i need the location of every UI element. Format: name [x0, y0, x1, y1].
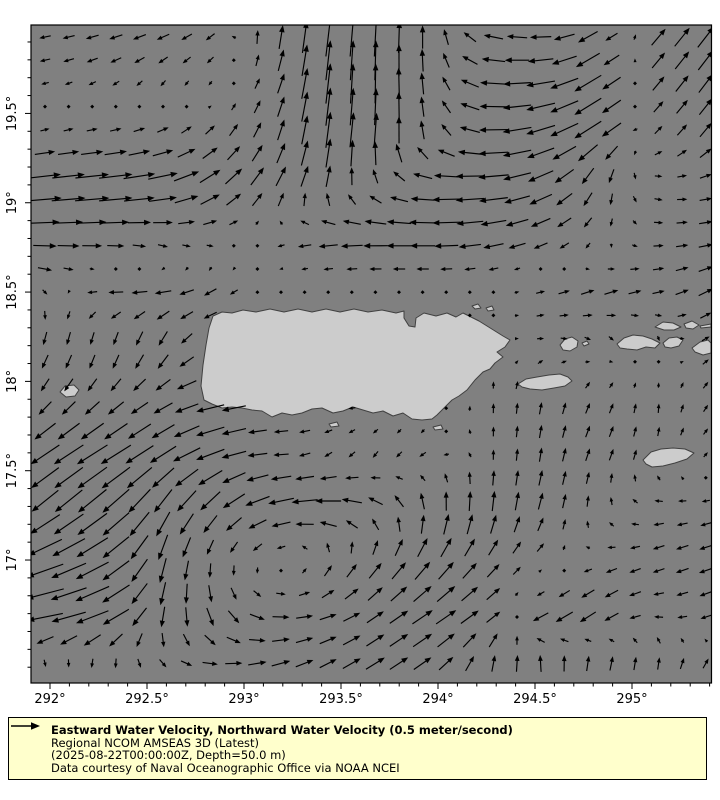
- velocity-arrow: [468, 268, 475, 269]
- y-tick-label: 17°: [5, 548, 20, 572]
- velocity-arrow: [516, 407, 517, 414]
- legend-credit: Data courtesy of Naval Oceanographic Office via NOAA NCEI: [51, 760, 400, 775]
- velocity-arrow: [91, 292, 97, 293]
- y-axis: [5, 42, 31, 667]
- y-tick-label: 19°: [5, 191, 20, 215]
- velocity-arrow: [257, 35, 258, 44]
- y-tick-label: 18°: [5, 369, 20, 393]
- velocity-arrow: [351, 546, 352, 554]
- velocity-arrow: [516, 660, 517, 672]
- velocity-arrow: [540, 660, 541, 672]
- legend-title: Eastward Water Velocity, Northward Water Velocity (0.5 meter/second): [51, 723, 513, 737]
- y-tick-label: 19.5°: [5, 95, 20, 132]
- velocity-arrow-head: [350, 18, 356, 25]
- velocity-arrow: [611, 477, 612, 483]
- legend-box: [8, 717, 707, 780]
- velocity-arrow: [438, 222, 460, 223]
- x-tick-label: 292.5°: [125, 692, 169, 707]
- velocity-arrow: [422, 55, 423, 72]
- velocity-arrow: [516, 453, 517, 461]
- velocity-arrow: [210, 563, 211, 573]
- x-axis: [34, 683, 709, 707]
- velocity-arrow: [536, 37, 552, 38]
- velocity-arrow: [278, 454, 288, 455]
- velocity-arrow: [350, 477, 359, 478]
- velocity-arrow: [677, 222, 684, 223]
- x-tick-label: 293°: [228, 692, 260, 707]
- velocity-arrow: [347, 245, 363, 246]
- velocity-arrow: [375, 147, 376, 165]
- velocity-arrow: [276, 593, 282, 594]
- velocity-arrow: [92, 659, 93, 664]
- x-tick-label: 294.5°: [513, 692, 557, 707]
- y-tick-label: 18.5°: [5, 274, 20, 310]
- legend-text: [51, 724, 513, 774]
- reference-arrow-icon: [9, 718, 43, 734]
- velocity-arrow-head: [327, 18, 333, 25]
- velocity-arrow-head: [373, 18, 379, 25]
- velocity-arrow: [102, 222, 123, 223]
- y-tick-label: 17.5°: [5, 452, 20, 489]
- velocity-arrow: [560, 315, 565, 316]
- velocity-arrow: [440, 245, 458, 246]
- legend-dataset: Regional NCOM AMSEAS 3D (Latest): [51, 735, 260, 750]
- velocity-arrow: [469, 496, 470, 510]
- legend-time-depth: (2025-08-22T00:00:00Z, Depth=50.0 m): [51, 748, 286, 763]
- x-tick-label: 293.5°: [319, 692, 363, 707]
- x-tick-label: 295°: [616, 692, 648, 707]
- velocity-arrow: [516, 430, 517, 437]
- x-tick-label: 292°: [34, 692, 66, 707]
- velocity-arrow: [327, 269, 332, 270]
- x-tick-label: 294°: [422, 692, 454, 707]
